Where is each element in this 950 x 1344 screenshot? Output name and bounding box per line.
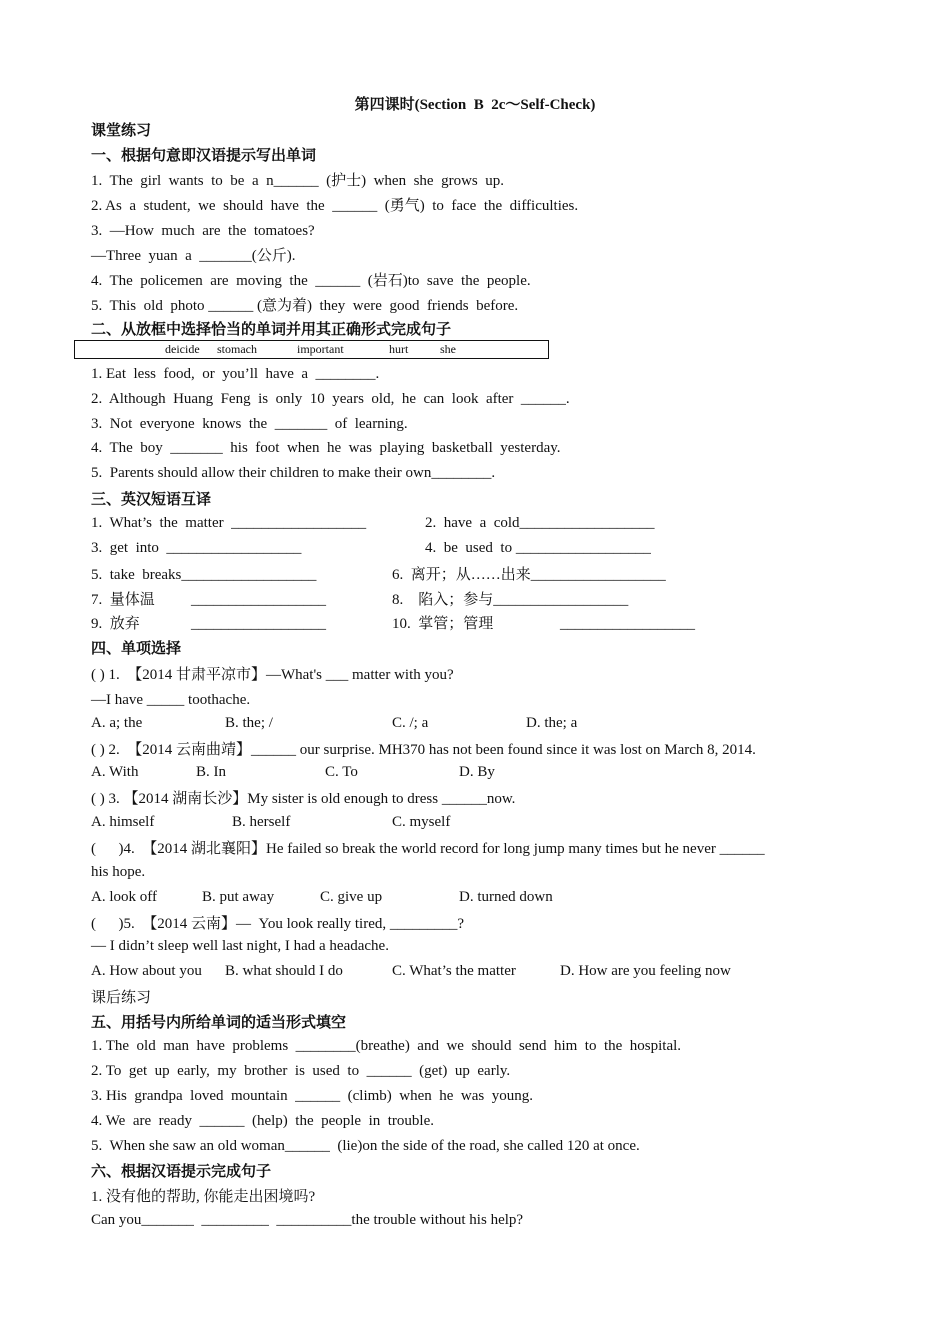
sec5-question-3: 3. His grandpa loved mountain ______ (climb) when he was young. (91, 1088, 534, 1104)
mc-option: A. How about you (91, 963, 202, 979)
mc-option: D. How are you feeling now (560, 963, 731, 979)
class-practice-heading: 课堂练习 (91, 123, 152, 139)
section-2-heading: 二、从放框中选择恰当的单词并用其正确形式完成句子 (91, 322, 452, 338)
sec1-question-3-answer: —Three yuan a _______(公斤). (91, 248, 296, 264)
word-box-word: hurt (389, 342, 409, 356)
sec2-question-5: 5. Parents should allow their children to make their own________. (91, 465, 496, 481)
section-3-heading: 三、英汉短语互译 (91, 492, 212, 508)
mc-option: B. the; / (225, 715, 273, 731)
mc-option: C. myself (392, 814, 451, 830)
mc-question-4: ( )4. 【2014 湖北襄阳】He failed so break the world record for long jump many times but he never ______ (91, 841, 765, 857)
sec2-question-4: 4. The boy _______ his foot when he was playing basketball yesterday. (91, 440, 561, 456)
word-box (74, 340, 549, 359)
mc-option: C. give up (320, 889, 383, 905)
sec2-question-3: 3. Not everyone knows the _______ of learning. (91, 416, 408, 432)
mc-option: C. /; a (392, 715, 429, 731)
phrase-item-blank: __________________ (191, 592, 326, 608)
sec5-question-1: 1. The old man have problems ________(breathe) and we should send him to the hospital. (91, 1038, 682, 1054)
mc-option: A. look off (91, 889, 157, 905)
sec1-question-1: 1. The girl wants to be a n______ (护士) when she grows up. (91, 173, 504, 189)
sec1-question-2: 2. As a student, we should have the ______ (勇气) to face the difficulties. (91, 198, 579, 214)
section-1-heading: 一、根据句意即汉语提示写出单词 (91, 148, 317, 164)
phrase-item: 3. get into __________________ (91, 540, 302, 556)
mc-option: B. In (196, 764, 226, 780)
phrase-item: 9. 放弃 (91, 616, 140, 632)
mc-question-5: ( )5. 【2014 云南】— You look really tired, _________? (91, 916, 465, 932)
mc-option: B. herself (232, 814, 291, 830)
phrase-item: 5. take breaks__________________ (91, 567, 317, 583)
phrase-item-blank: __________________ (191, 616, 326, 632)
sec6-question-1-line2: Can you_______ _________ __________the trouble without his help? (91, 1212, 524, 1228)
sec2-question-2: 2. Although Huang Feng is only 10 years old, he can look after ______. (91, 391, 570, 407)
mc-option: A. a; the (91, 715, 143, 731)
mc-option: A. himself (91, 814, 155, 830)
word-box-word: deicide (165, 342, 200, 356)
mc-question-2: ( ) 2. 【2014 云南曲靖】______ our surprise. MH370 has not been found since it was lost on March 8, 2014. (91, 742, 756, 758)
after-class-heading: 课后练习 (91, 990, 152, 1006)
phrase-item: 6. 离开；从……出来__________________ (392, 567, 666, 583)
mc-question-3: ( ) 3. 【2014 湖南长沙】My sister is old enough to dress ______now. (91, 791, 516, 807)
mc-option: D. By (459, 764, 495, 780)
word-box-word: stomach (217, 342, 257, 356)
phrase-item: 1. What’s the matter __________________ (91, 515, 367, 531)
section-6-heading: 六、根据汉语提示完成句子 (91, 1164, 272, 1180)
mc-option: B. what should I do (225, 963, 343, 979)
sec1-question-4: 4. The policemen are moving the ______ (岩石)to save the people. (91, 273, 531, 289)
word-box-word: important (297, 342, 344, 356)
section-5-heading: 五、用括号内所给单词的适当形式填空 (91, 1015, 347, 1031)
sec1-question-5: 5. This old photo ______ (意为着) they were good friends before. (91, 298, 519, 314)
phrase-item: 7. 量体温 (91, 592, 155, 608)
mc-question-4-line2: his hope. (91, 864, 146, 880)
sec6-question-1: 1. 没有他的帮助, 你能走出困境吗? (91, 1189, 316, 1205)
mc-option: C. What’s the matter (392, 963, 516, 979)
phrase-item: 4. be used to __________________ (425, 540, 651, 556)
mc-question-5-line2: — I didn’t sleep well last night, I had a headache. (91, 938, 389, 954)
mc-question-1: ( ) 1. 【2014 甘肃平凉市】—What's ___ matter with you? (91, 667, 454, 683)
mc-option: B. put away (202, 889, 275, 905)
sec5-question-2: 2. To get up early, my brother is used to ______ (get) up early. (91, 1063, 511, 1079)
section-4-heading: 四、单项选择 (91, 641, 182, 657)
sec2-question-1: 1. Eat less food, or you’ll have a ________. (91, 366, 380, 382)
mc-option: D. the; a (526, 715, 578, 731)
phrase-item-blank: __________________ (560, 616, 695, 632)
sec5-question-5: 5. When she saw an old woman______ (lie)on the side of the road, she called 120 at once. (91, 1138, 640, 1154)
mc-question-1-line2: —I have _____ toothache. (91, 692, 251, 708)
mc-option: D. turned down (459, 889, 553, 905)
phrase-item: 8. 陷入；参与__________________ (392, 592, 629, 608)
page-title: 第四课时(Section B 2c～Self-Check) (354, 97, 596, 113)
sec5-question-4: 4. We are ready ______ (help) the people in trouble. (91, 1113, 434, 1129)
mc-option: C. To (325, 764, 358, 780)
mc-option: A. With (91, 764, 139, 780)
word-box-word: she (440, 342, 456, 356)
phrase-item: 2. have a cold__________________ (425, 515, 655, 531)
sec1-question-3: 3. —How much are the tomatoes? (91, 223, 315, 239)
phrase-item: 10. 掌管；管理 (392, 616, 494, 632)
